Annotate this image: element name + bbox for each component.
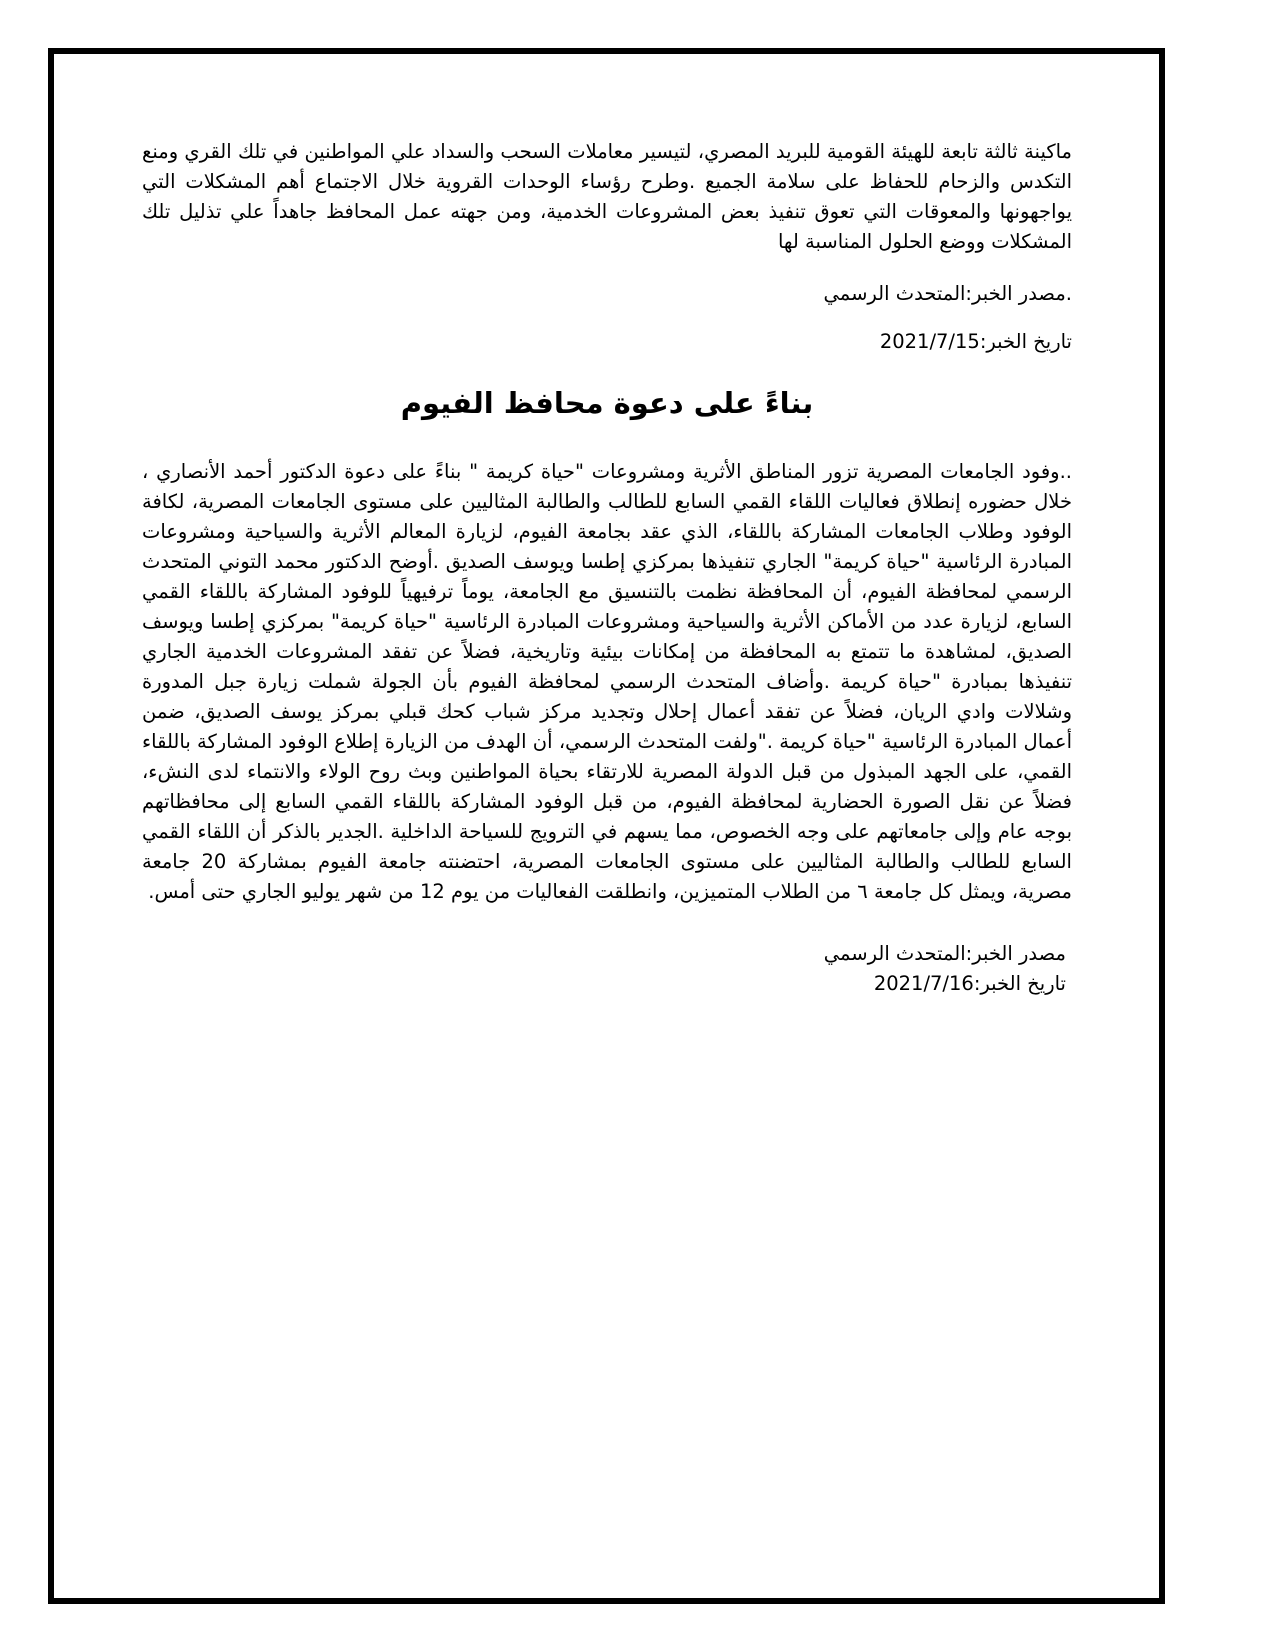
article-2-meta (142, 939, 1072, 999)
article-2-date: تاريخ الخبر:2021/7/16 (873, 972, 1066, 995)
article-1-date: تاريخ الخبر:2021/7/15 (879, 330, 1072, 353)
article-2-paragraph: ..وفود الجامعات المصرية تزور المناطق الأثرية ومشروعات "حياة كريمة " بناءً على دعوة الدكتور أحمد الأنصاري ، خلال حضوره إنطلاق فعاليات اللقاء القمي السابع للطالب والطالبة المثاليين على مستوى الجامعات المصرية، لكافة الوفود وطلاب الجامعات المشاركة باللقاء، الذي عقد بجامعة الفيوم، لزيارة المعالم الأثرية والسياحية ومشروعات المبادرة الرئاسية "حياة كريمة" الجاري تنفيذها بمركزي إطسا ويوسف الصديق .أوضح الدكتور محمد التوني المتحدث الرسمي لمحافظة الفيوم، أن المحافظة نظمت بالتنسيق مع الجامعة، يوماً ترفيهياً للوفود المشاركة باللقاء القمي السابع، لزيارة عدد من الأماكن الأثرية والسياحية ومشروعات المبادرة الرئاسية "حياة كريمة" بمركزي إطسا ويوسف الصديق، لمشاهدة ما تتمتع به المحافظة من إمكانات بيئية وتاريخية، فضلاً عن تفقد المشروعات الخدمية الجاري تنفيذها بمبادرة "حياة كريمة .وأضاف المتحدث الرسمي لمحافظة الفيوم بأن الجولة شملت زيارة جبل المدورة وشلالات وادي الريان، فضلاً عن تفقد أعمال إحلال وتجديد مركز شباب كحك قبلي بمركز يوسف الصديق، ضمن أعمال المبادرة الرئاسية "حياة كريمة ."ولفت المتحدث الرسمي، أن الهدف من الزيارة إطلاع الوفود المشاركة باللقاء القمي، على الجهد المبذول من قبل الدولة المصرية للارتقاء بحياة المواطنين وبث روح الولاء والانتماء لدى النشء، فضلاً عن نقل الصورة الحضارية لمحافظة الفيوم، من قبل الوفود المشاركة باللقاء القمي السابع إلى محافظاتهم بوجه عام وإلى جامعاتهم على وجه الخصوص، مما يسهم في الترويج للسياحة الداخلية .الجدير بالذكر أن اللقاء القمي السابع للطالب والطالبة المثاليين على مستوى الجامعات المصرية، احتضنته جامعة الفيوم بمشاركة 20 جامعة مصرية، ويمثل كل جامعة ٦ من الطلاب المتميزين، وانطلقت الفعاليات من يوم 12 من شهر يوليو الجاري حتى أمس. (142, 460, 1072, 903)
article-2-title: بناءً على دعوة محافظ الفيوم (400, 386, 814, 420)
article-2-source: مصدر الخبر:المتحدث الرسمي (823, 942, 1066, 965)
article-1-source: .مصدر الخبر:المتحدث الرسمي (823, 282, 1072, 305)
document-body (142, 137, 1072, 999)
article-1-paragraph: ماكينة ثالثة تابعة للهيئة القومية للبريد المصري، لتيسير معاملات السحب والسداد علي المواطنين في تلك القري ومنع التكدس والزحام للحفاظ على سلامة الجميع .وطرح رؤساء الوحدات القروية خلال الاجتماع أهم المشكلات التي يواجهونها والمعوقات التي تعوق تنفيذ بعض المشروعات الخدمية، ومن جهته عمل المحافظ جاهداً علي تذليل تلك المشكلات ووضع الحلول المناسبة لها (142, 140, 1072, 253)
